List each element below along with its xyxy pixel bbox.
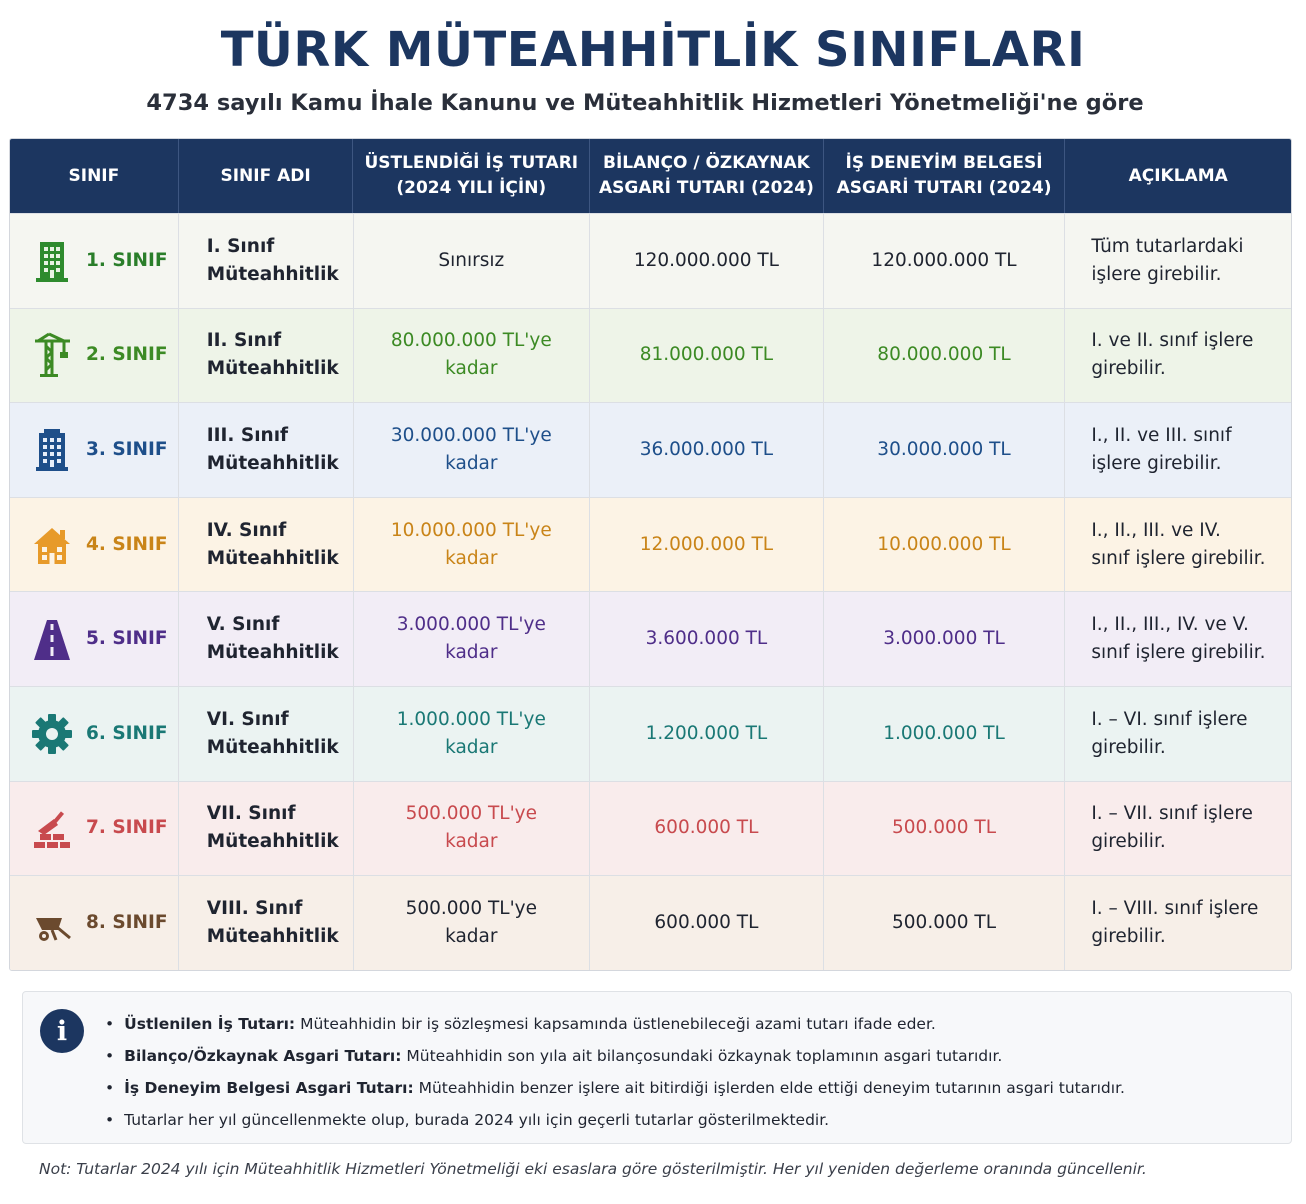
table-row — [10, 781, 1291, 876]
balance-amount: 12.000.000 TL — [589, 498, 823, 592]
experience-amount: 10.000.000 TL — [823, 498, 1065, 592]
balance-amount: 36.000.000 TL — [589, 403, 823, 497]
info-icon: i — [40, 1009, 84, 1053]
job-amount: 10.000.000 TL'ye kadar — [353, 498, 590, 592]
class-label: 1. SINIF — [86, 249, 168, 271]
description: I., II. ve III. sınıf işlere girebilir. — [1064, 403, 1291, 497]
experience-amount: 3.000.000 TL — [823, 592, 1065, 686]
class-cell — [10, 782, 178, 876]
info-list — [105, 1008, 1125, 1136]
experience-amount: 120.000.000 TL — [823, 214, 1065, 308]
class-name: VIII. Sınıf Müteahhitlik — [178, 876, 353, 970]
job-amount: 3.000.000 TL'ye kadar — [353, 592, 590, 686]
contractor-class-table — [9, 138, 1292, 971]
job-amount: 1.000.000 TL'ye kadar — [353, 687, 590, 781]
footnote: Not: Tutarlar 2024 yılı için Müteahhitlik Hizmetleri Yönetmeliği eki esaslara göre gösterilmiştir. Her yıl yeniden değerleme oranında güncellenir. — [39, 1160, 1147, 1178]
trowel-bricks-icon — [32, 805, 72, 851]
experience-amount: 80.000.000 TL — [823, 309, 1065, 403]
description: I., II., III. ve IV. sınıf işlere girebilir. — [1064, 498, 1291, 592]
class-label: 3. SINIF — [86, 438, 168, 460]
table-row — [10, 875, 1291, 970]
experience-amount: 1.000.000 TL — [823, 687, 1065, 781]
wheelbarrow-icon — [32, 900, 72, 946]
list-item: • İş Deneyim Belgesi Asgari Tutarı: Müteahhidin benzer işlere ait bitirdiği işlerden elde ettiği deneyim tutarının asgari tutarıdır. — [105, 1072, 1125, 1104]
job-amount: 500.000 TL'ye kadar — [353, 876, 590, 970]
balance-amount: 3.600.000 TL — [589, 592, 823, 686]
class-label: 4. SINIF — [86, 533, 168, 555]
gear-icon — [32, 711, 72, 757]
balance-amount: 1.200.000 TL — [589, 687, 823, 781]
table-row — [10, 497, 1291, 592]
class-cell — [10, 687, 178, 781]
class-name: II. Sınıf Müteahhitlik — [178, 309, 353, 403]
job-amount: 500.000 TL'ye kadar — [353, 782, 590, 876]
header-deneyim: İŞ DENEYİM BELGESİ ASGARİ TUTARI (2024) — [823, 139, 1065, 213]
class-label: 7. SINIF — [86, 817, 168, 839]
header-is-tutari: ÜSTLENDİĞİ İŞ TUTARI (2024 YILI İÇİN) — [352, 139, 589, 213]
class-name: I. Sınıf Müteahhitlik — [178, 214, 353, 308]
table-row — [10, 686, 1291, 781]
class-name: III. Sınıf Müteahhitlik — [178, 403, 353, 497]
house-icon — [32, 522, 72, 568]
description: I. ve II. sınıf işlere girebilir. — [1064, 309, 1291, 403]
header-sinif: SINIF — [68, 165, 120, 186]
balance-amount: 81.000.000 TL — [589, 309, 823, 403]
class-name: V. Sınıf Müteahhitlik — [178, 592, 353, 686]
job-amount: 80.000.000 TL'ye kadar — [353, 309, 590, 403]
header-aciklama: AÇIKLAMA — [1064, 139, 1291, 213]
class-label: 6. SINIF — [86, 722, 168, 744]
class-cell — [10, 403, 178, 497]
job-amount: Sınırsız — [353, 214, 590, 308]
class-label: 8. SINIF — [86, 911, 168, 933]
description: I. – VI. sınıf işlere girebilir. — [1064, 687, 1291, 781]
list-item: • Üstlenilen İş Tutarı: Müteahhidin bir iş sözleşmesi kapsamında üstlenebileceği azami tutarı ifade eder. — [105, 1008, 1125, 1040]
list-item: • Tutarlar her yıl güncellenmekte olup, burada 2024 yılı için geçerli tutarlar gösterilmektedir. — [105, 1104, 1125, 1136]
class-cell — [10, 214, 178, 308]
info-box — [22, 991, 1292, 1144]
table-row — [10, 213, 1291, 308]
description: I. – VII. sınıf işlere girebilir. — [1064, 782, 1291, 876]
header-bilanco: BİLANÇO / ÖZKAYNAK ASGARİ TUTARI (2024) — [589, 139, 823, 213]
header-sinif-adi: SINIF ADI — [178, 139, 353, 213]
class-label: 2. SINIF — [86, 344, 168, 366]
table-row — [10, 308, 1291, 403]
experience-amount: 500.000 TL — [823, 876, 1065, 970]
road-icon — [32, 616, 72, 662]
class-cell — [10, 876, 178, 970]
class-name: VII. Sınıf Müteahhitlik — [178, 782, 353, 876]
table-row — [10, 402, 1291, 497]
apartment-building-icon — [32, 427, 72, 473]
table-header-row — [10, 139, 1291, 213]
job-amount: 30.000.000 TL'ye kadar — [353, 403, 590, 497]
description: I. – VIII. sınıf işlere girebilir. — [1064, 876, 1291, 970]
class-label: 5. SINIF — [86, 628, 168, 650]
description: Tüm tutarlardaki işlere girebilir. — [1064, 214, 1291, 308]
table-row — [10, 591, 1291, 686]
office-building-icon — [32, 238, 72, 284]
class-cell — [10, 592, 178, 686]
page-subtitle: 4734 sayılı Kamu İhale Kanunu ve Müteahhitlik Hizmetleri Yönetmeliği'ne göre — [146, 90, 1144, 116]
description: I., II., III., IV. ve V. sınıf işlere girebilir. — [1064, 592, 1291, 686]
balance-amount: 120.000.000 TL — [589, 214, 823, 308]
list-item: • Bilanço/Özkaynak Asgari Tutarı: Müteahhidin son yıla ait bilançosundaki özkaynak toplamının asgari tutarıdır. — [105, 1040, 1125, 1072]
construction-crane-icon — [32, 332, 72, 378]
class-cell — [10, 309, 178, 403]
class-name: VI. Sınıf Müteahhitlik — [178, 687, 353, 781]
page-title: TÜRK MÜTEAHHİTLİK SINIFLARI — [220, 22, 1086, 78]
balance-amount: 600.000 TL — [589, 782, 823, 876]
balance-amount: 600.000 TL — [589, 876, 823, 970]
experience-amount: 30.000.000 TL — [823, 403, 1065, 497]
class-cell — [10, 498, 178, 592]
class-name: IV. Sınıf Müteahhitlik — [178, 498, 353, 592]
experience-amount: 500.000 TL — [823, 782, 1065, 876]
